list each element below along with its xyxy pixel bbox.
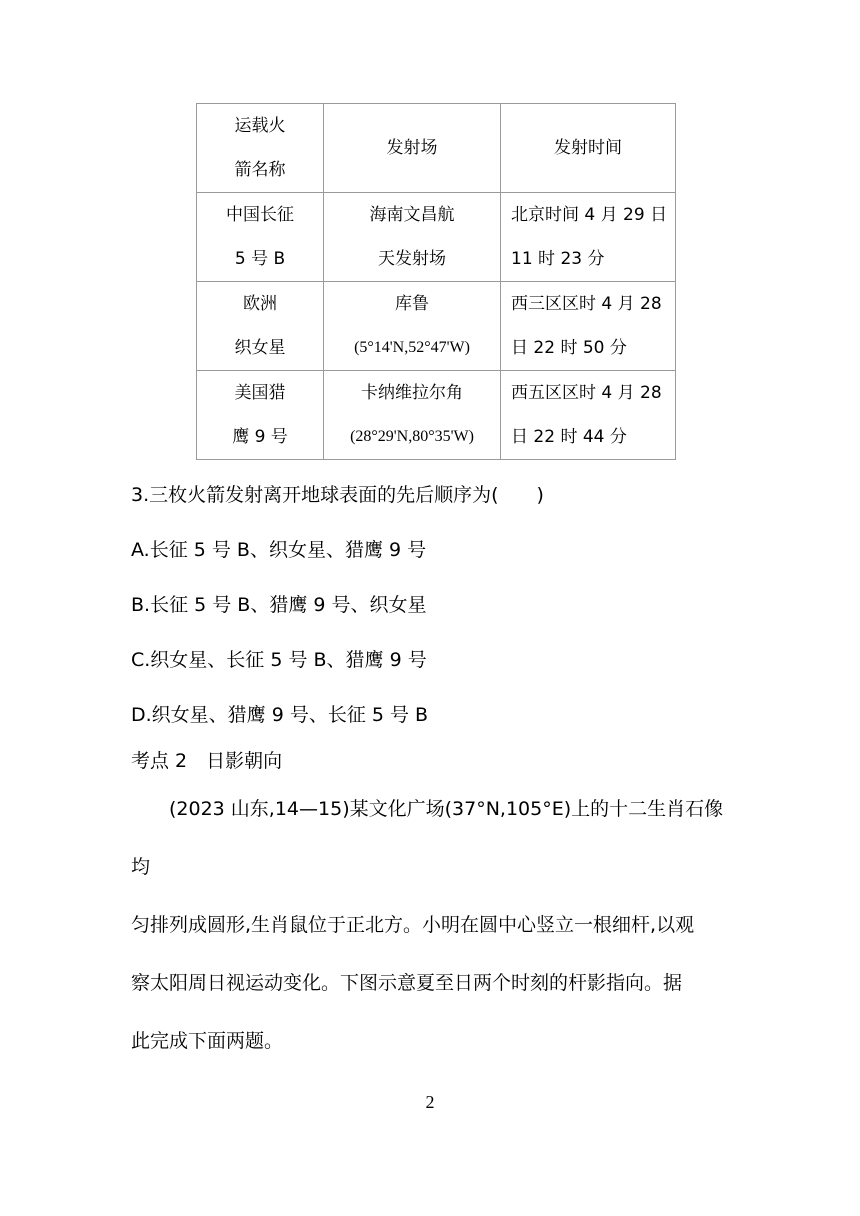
page-number: 2 — [425, 1092, 435, 1112]
table-row — [197, 193, 676, 282]
option-b: B.长征 5 号 B、猎鹰 9 号、织女星 — [131, 594, 427, 616]
rocket-name-cell: 欧洲 织女星 — [197, 282, 324, 371]
paragraph-line: 此完成下面两题。 — [131, 1030, 284, 1052]
table-row — [197, 282, 676, 371]
launch-site-cell: 海南文昌航 天发射场 — [324, 193, 501, 282]
rocket-name-cell: 中国长征 5 号 B — [197, 193, 324, 282]
paragraph-line: (2023 山东,14—15)某文化广场(37°N,105°E)上的十二生肖石像均 — [131, 798, 724, 878]
rocket-name-cell: 美国猎 鹰 9 号 — [197, 371, 324, 460]
launch-site-cell: 库鲁 (5°14'N,52°47'W) — [324, 282, 501, 371]
table-header-row — [197, 104, 676, 193]
question-stem: 3.三枚火箭发射离开地球表面的先后顺序为( ) — [131, 484, 544, 506]
option-a: A.长征 5 号 B、织女星、猎鹰 9 号 — [131, 539, 427, 561]
header-launch-time: 发射时间 — [501, 104, 676, 193]
header-launch-site: 发射场 — [324, 104, 501, 193]
launch-time-cell: 西五区区时 4 月 28 日 22 时 44 分 — [501, 371, 676, 460]
table-row — [197, 371, 676, 460]
option-c: C.织女星、长征 5 号 B、猎鹰 9 号 — [131, 649, 427, 671]
launch-time-cell: 西三区区时 4 月 28 日 22 时 50 分 — [501, 282, 676, 371]
option-d: D.织女星、猎鹰 9 号、长征 5 号 B — [131, 704, 429, 726]
paragraph-line: 察太阳周日视运动变化。下图示意夏至日两个时刻的杆影指向。据 — [131, 972, 683, 994]
launch-site-cell: 卡纳维拉尔角 (28°29'N,80°35'W) — [324, 371, 501, 460]
section-paragraph — [131, 780, 741, 1070]
header-rocket-name: 运载火 箭名称 — [197, 104, 324, 193]
launch-table — [196, 103, 676, 460]
launch-time-cell: 北京时间 4 月 29 日 11 时 23 分 — [501, 193, 676, 282]
paragraph-line: 匀排列成圆形,生肖鼠位于正北方。小明在圆中心竖立一根细杆,以观 — [131, 914, 695, 936]
section-heading: 考点 2 日影朝向 — [131, 750, 283, 772]
